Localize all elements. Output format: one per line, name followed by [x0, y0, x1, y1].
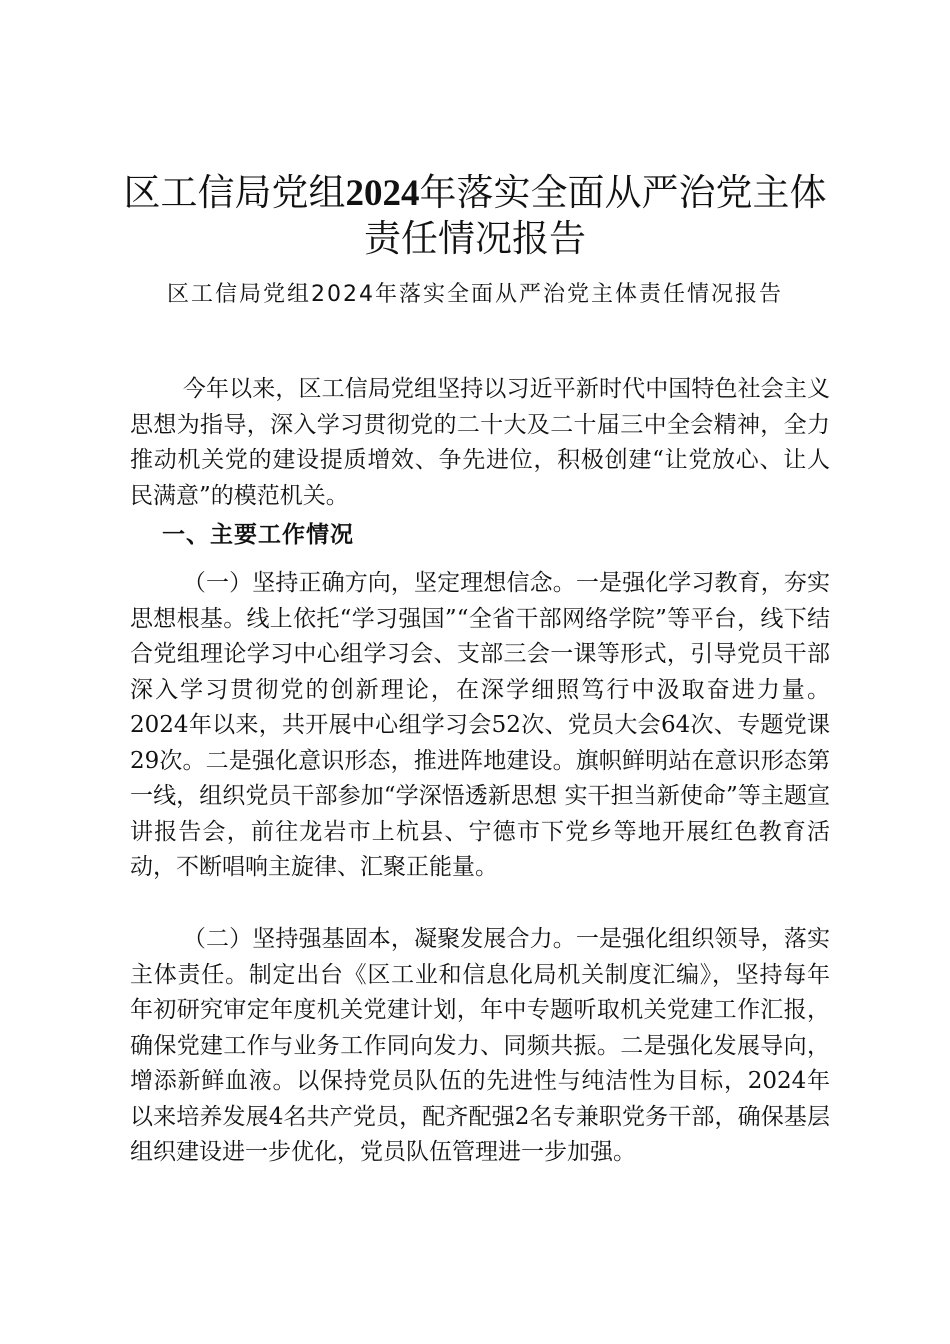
section-paragraph-1: （一）坚持正确方向，坚定理想信念。一是强化学习教育，夯实思想根基。线上依托“学习强国”“全省干部网络学院”等平台，线下结合党组理论学习中心组学习会、支部三会一课等形式，引导党员干部深入学习贯彻党的创新理论，在深学细照笃行中汲取奋进力量。2024年以来，共开展中心组学习会52次、党员大会64次、专题党课29次。二是强化意识形态，推进阵地建设。旗帜鲜明站在意识形态第一线，组织党员干部参加“学深悟透新思想 实干担当新使命”等主题宣讲报告会，前往龙岩市上杭县、宁德市下党乡等地开展红色教育活动，不断唱响主旋律、汇聚正能量。 — [130, 570, 830, 880]
title-suffix: 年落实全面从严治党主体 — [419, 171, 827, 214]
section-paragraph-2: （二）坚持强基固本，凝聚发展合力。一是强化组织领导，落实主体责任。制定出台《区工业和信息化局机关制度汇编》，坚持每年年初研究审定年度机关党建计划，年中专题听取机关党建工作汇报，确保党建工作与业务工作同向发力、同频共振。二是强化发展导向，增添新鲜血液。以保持党员队伍的先进性与纯洁性为目标，2024年以来培养发展4名共产党员，配齐配强2名专兼职党务干部，确保基层组织建设进一步优化，党员队伍管理进一步加强。 — [130, 926, 830, 1165]
section-heading-main-work: 一、主要工作情况 — [162, 522, 354, 548]
title-prefix: 区工信局党组 — [123, 171, 346, 214]
intro-paragraph: 今年以来，区工信局党组坚持以习近平新时代中国特色社会主义思想为指导，深入学习贯彻党的二十大及二十届三中全会精神，全力推动机关党的建设提质增效、争先进位，积极创建“让党放心、让人民满意”的模范机关。 — [130, 376, 830, 509]
document-subtitle: 区工信局党组2024年落实全面从严治党主体责任情况报告 — [167, 282, 783, 307]
document-title-line-2: 责任情况报告 — [364, 217, 586, 260]
document-title-line-1 — [120, 168, 830, 219]
title-year: 2024 — [345, 173, 420, 214]
